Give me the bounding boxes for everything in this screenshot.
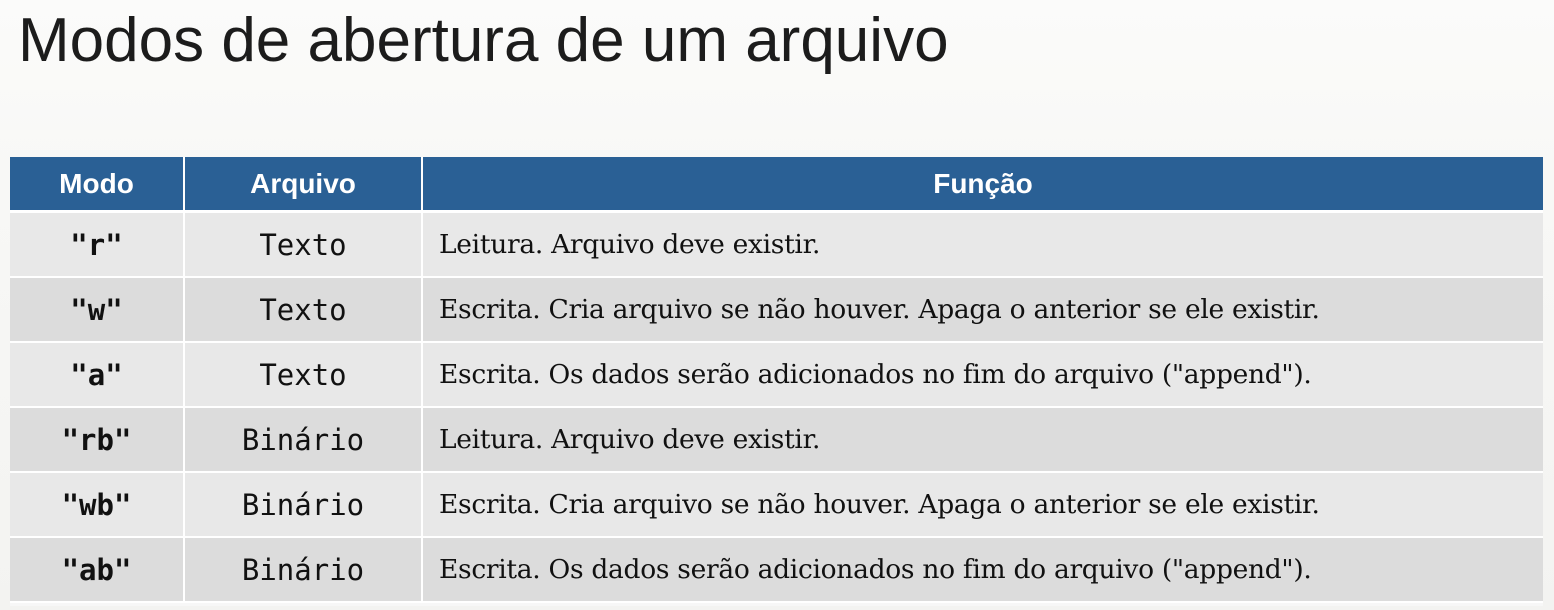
function-cell: Escrita. Os dados serão adicionados no fim do arquivo ("append"). xyxy=(423,343,1543,408)
table-row xyxy=(10,408,1543,473)
function-cell: Escrita. Cria arquivo se não houver. Apaga o anterior se ele existir. xyxy=(423,278,1543,343)
table-header-row xyxy=(10,157,1543,213)
file-type-cell: Binário xyxy=(185,473,423,538)
table-row xyxy=(10,473,1543,538)
header-arquivo: Arquivo xyxy=(185,157,423,213)
mode-cell: "rb" xyxy=(10,408,185,473)
page-title: Modos de abertura de um arquivo xyxy=(18,6,949,75)
header-funcao: Função xyxy=(423,157,1543,213)
file-type-cell: Binário xyxy=(185,538,423,603)
function-cell: Leitura. Arquivo deve existir. xyxy=(423,213,1543,278)
file-modes-table xyxy=(10,157,1543,603)
file-type-cell: Texto xyxy=(185,278,423,343)
mode-cell: "a" xyxy=(10,343,185,408)
function-cell: Escrita. Cria arquivo se não houver. Apaga o anterior se ele existir. xyxy=(423,473,1543,538)
function-cell: Leitura. Arquivo deve existir. xyxy=(423,408,1543,473)
table-row xyxy=(10,278,1543,343)
file-modes-table-container xyxy=(10,157,1543,606)
header-modo: Modo xyxy=(10,157,185,213)
function-cell: Escrita. Os dados serão adicionados no fim do arquivo ("append"). xyxy=(423,538,1543,603)
file-type-cell: Texto xyxy=(185,213,423,278)
mode-cell: "ab" xyxy=(10,538,185,603)
mode-cell: "w" xyxy=(10,278,185,343)
file-type-cell: Texto xyxy=(185,343,423,408)
table-row xyxy=(10,343,1543,408)
file-type-cell: Binário xyxy=(185,408,423,473)
table-row xyxy=(10,213,1543,278)
mode-cell: "r" xyxy=(10,213,185,278)
mode-cell: "wb" xyxy=(10,473,185,538)
table-row xyxy=(10,538,1543,603)
